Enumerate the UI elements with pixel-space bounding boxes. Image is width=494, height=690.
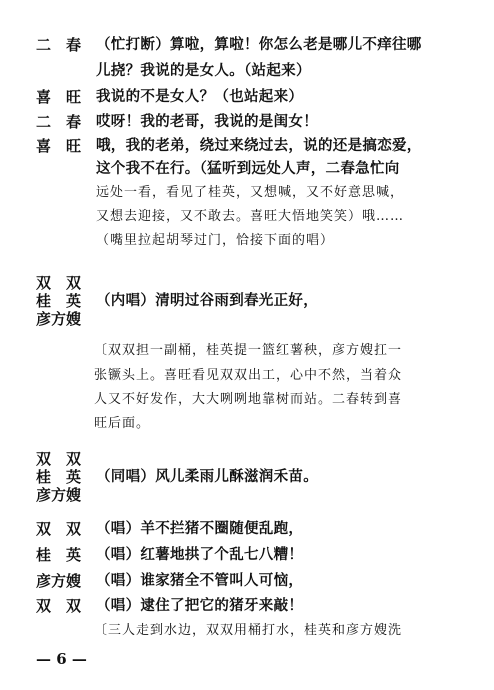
speaker-name: 喜 旺 xyxy=(36,137,82,155)
dialogue-text: 哎呀！我的老哥，我说的是闺女！ xyxy=(96,113,318,130)
page-number: — 6 — xyxy=(36,650,87,668)
dialogue-text: （同唱）风儿柔雨儿酥滋润禾苗。 xyxy=(96,468,318,485)
speaker-name: 双 双 xyxy=(36,597,82,615)
stage-direction: 张镢头上。喜旺看见双双出工，心中不然，当着众 xyxy=(94,368,403,383)
speaker-name: 彦方嫂 xyxy=(36,310,82,328)
speaker-name: 双 双 xyxy=(36,520,82,538)
speaker-name: 二 春 xyxy=(36,113,82,131)
dialogue-text: （唱）逮住了把它的猪牙来敲！ xyxy=(96,597,304,614)
stage-direction: 又想去迎接，又不敢去。喜旺大悟地笑笑）哦…… xyxy=(96,209,405,224)
stage-direction: 〔三人走到水边，双双用桶打水，桂英和彦方嫂洗 xyxy=(94,623,403,638)
speaker-name: 桂 英 xyxy=(36,292,82,310)
stage-direction: 〔双双担一副桶，桂英提一篮红薯秧，彦方嫂扛一 xyxy=(94,343,403,358)
speaker-name: 桂 英 xyxy=(36,546,82,564)
dialogue-text: 这个我不在行。（猛听到远处人声，二春急忙向 xyxy=(96,160,400,177)
speaker-name: 彦方嫂 xyxy=(36,572,82,590)
dialogue-text: 我说的不是女人？（也站起来） xyxy=(96,88,304,105)
speaker-name: 桂 英 xyxy=(36,468,82,486)
dialogue-text: （唱）谁家猪全不管叫人可恼， xyxy=(96,572,304,589)
stage-direction: （嘴里拉起胡琴过门，恰接下面的唱） xyxy=(96,233,335,248)
dialogue-text: （唱）红薯地拱了个乱七八糟！ xyxy=(96,546,304,563)
stage-direction: 远处一看，看见了桂英，又想喊，又不好意思喊， xyxy=(96,185,405,200)
dialogue-text: 哦，我的老弟，绕过来绕过去，说的还是搞恋爱， xyxy=(96,137,422,154)
speaker-name: 喜 旺 xyxy=(36,88,82,106)
dialogue-text: （内唱）清明过谷雨到春光正好， xyxy=(96,292,318,309)
stage-direction: 人又不好发作，大大咧咧地靠树而站。二春转到喜 xyxy=(94,392,403,407)
stage-direction: 旺后面。 xyxy=(94,416,151,431)
dialogue-text: （唱）羊不拦猪不圈随便乱跑， xyxy=(96,520,304,537)
dialogue-text: 儿挠？我说的是女人。（站起来） xyxy=(96,62,311,79)
speaker-name: 双 双 xyxy=(36,274,82,292)
speaker-name: 二 春 xyxy=(36,36,82,54)
dialogue-text: （忙打断）算啦，算啦！你怎么老是哪儿不痒往哪 xyxy=(96,36,422,53)
speaker-name: 彦方嫂 xyxy=(36,486,82,504)
speaker-name: 双 双 xyxy=(36,450,82,468)
